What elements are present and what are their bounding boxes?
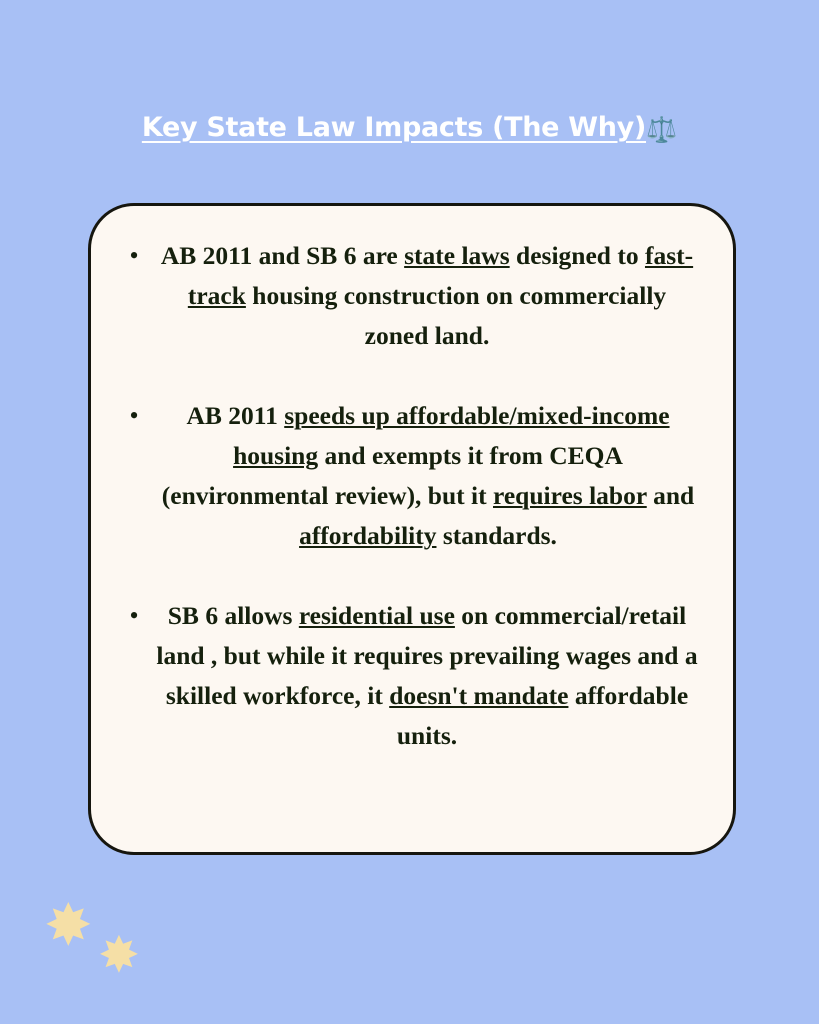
page-title (0, 112, 819, 145)
bullet-text: AB 2011 and SB 6 are state laws designed to fast-track housing construction on commercially zoned land. (160, 241, 694, 350)
list-item (117, 596, 707, 756)
sparkle-icon: ✸ (44, 891, 93, 959)
bullet-text: SB 6 allows residential use on commercial/retail land , but while it requires prevailing wages and a skilled workforce, it doesn't mandate affordable units. (156, 601, 698, 750)
bullet-list (117, 236, 707, 756)
bullet-marker: • (129, 401, 139, 430)
content-card (88, 203, 736, 855)
scales-of-justice-icon: ⚖️ (646, 115, 678, 144)
bullet-text: AB 2011 speeds up affordable/mixed-income housing and exempts it from CEQA (environmental review), but it requires labor and affordability standards. (161, 401, 695, 550)
sparkle-icon: ✸ (98, 926, 140, 984)
bullet-marker: • (129, 241, 139, 270)
page-title-text: Key State Law Impacts (The Why) (141, 112, 647, 143)
list-item (117, 236, 707, 356)
bullet-marker: • (129, 601, 139, 630)
list-item (117, 396, 707, 556)
